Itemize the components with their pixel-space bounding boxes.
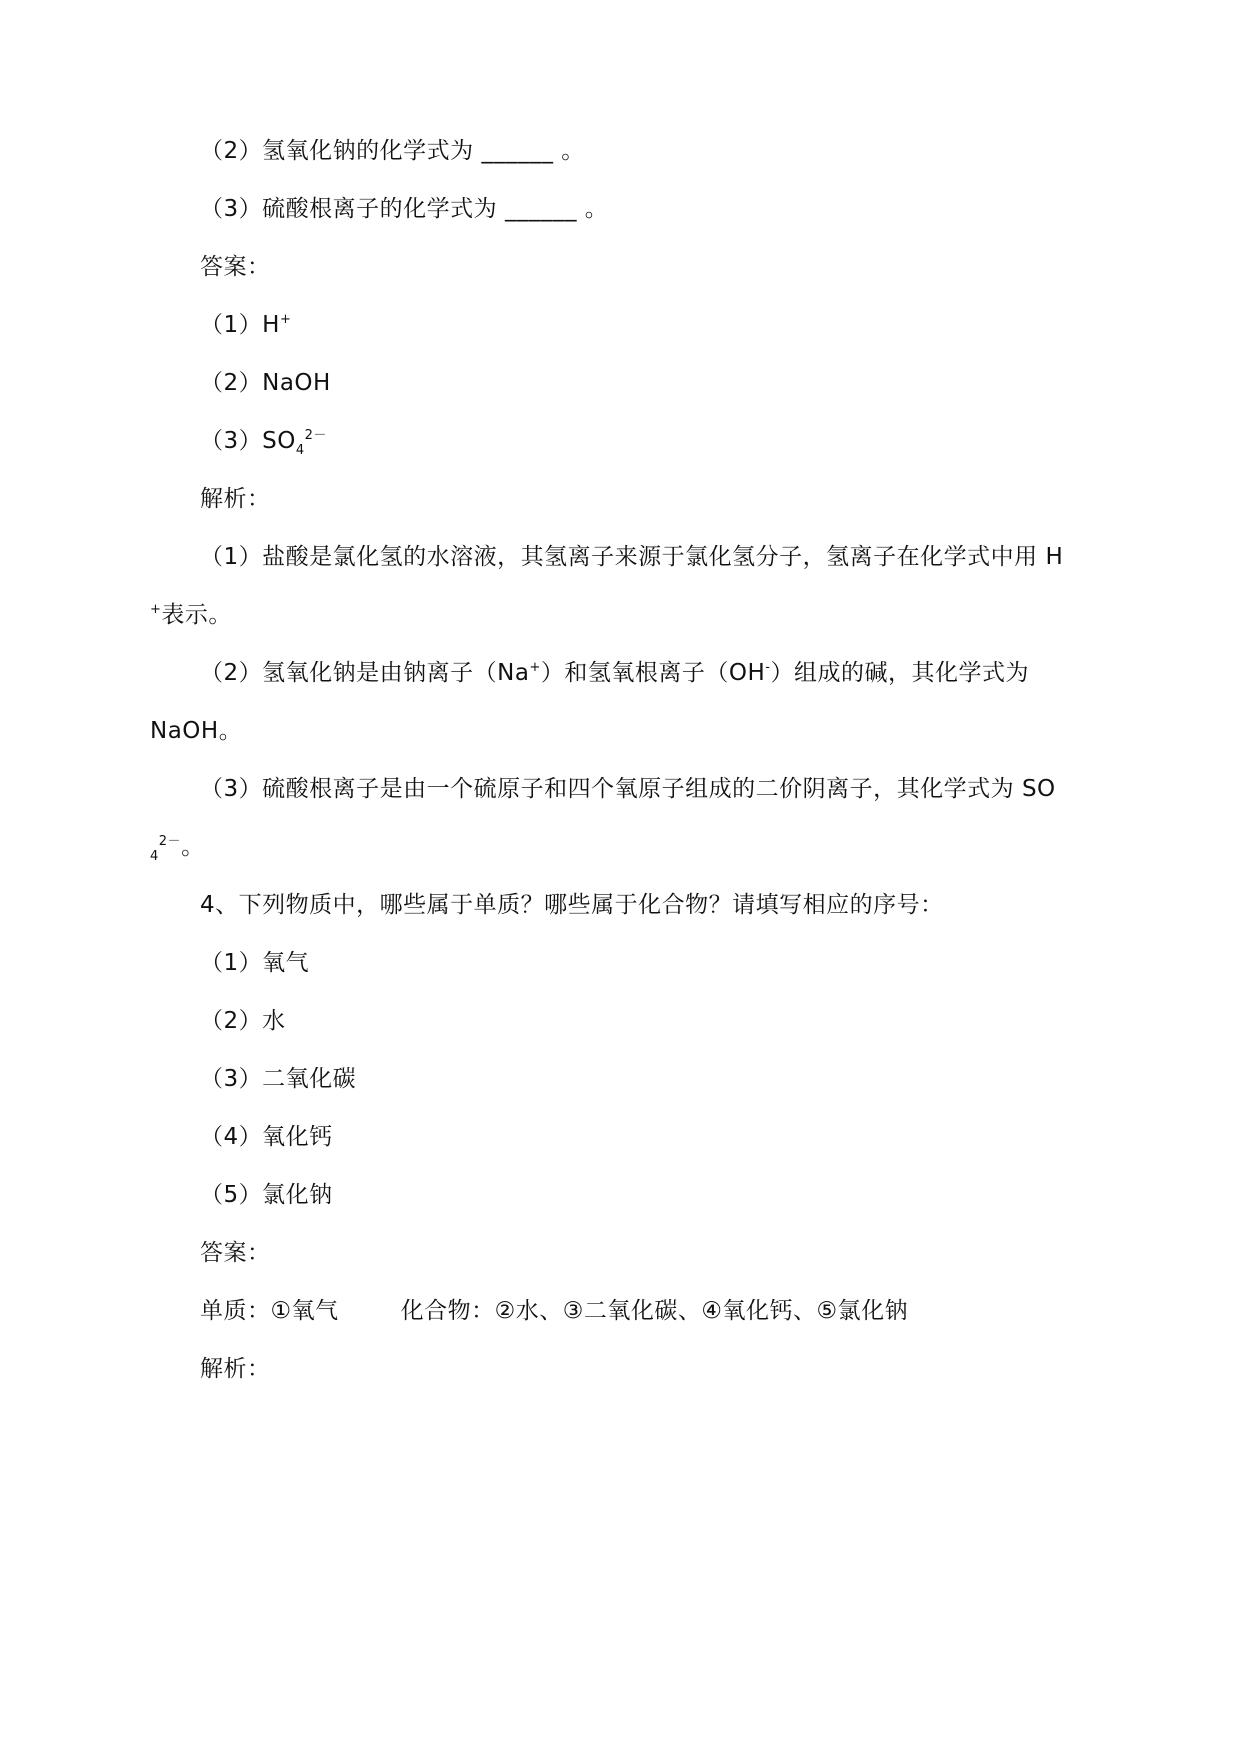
q3-analysis-p2-a: （2）氢氧化钠是由钠离子（Na: [200, 660, 530, 686]
q3-answer-1-formula: H: [262, 312, 280, 338]
q3-answer-3-charge: 2－: [304, 428, 327, 443]
q4-option-5: （5）氯化钠: [200, 1182, 333, 1208]
q3-analysis-p2-line1: [200, 658, 1029, 688]
q3-answer-1-num: （1）: [200, 312, 263, 338]
q3-answer-3: [200, 426, 327, 456]
q3-analysis-p2-c: ）组成的碱，其化学式为: [770, 660, 1029, 686]
q3-answer-2: （2）NaOH: [200, 370, 331, 396]
q3-answer-3-subscript: 4: [295, 443, 305, 458]
q3-item-3: [200, 194, 608, 224]
q3-analysis-p1-tail: 表示。: [161, 602, 232, 628]
q3-analysis-p3-line1: （3）硫酸根离子是由一个硫原子和四个氧原子组成的二价阴离子，其化学式为 SO: [200, 776, 1056, 802]
q3-answer-1-charge: +: [279, 312, 292, 327]
q4-answer-elements: 单质：①氧气: [200, 1298, 339, 1324]
q3-item-2-suffix: 。: [553, 138, 585, 164]
q3-item-2-blank: ______: [481, 138, 554, 164]
q4-answer-heading: 答案：: [200, 1240, 271, 1266]
q3-analysis-p1-line2: [150, 600, 232, 630]
q3-answer-3-formula: SO: [262, 428, 296, 454]
q3-answer-3-num: （3）: [200, 428, 263, 454]
q3-analysis-p2-line2: NaOH。: [150, 718, 243, 744]
q4-option-4: （4）氧化钙: [200, 1124, 333, 1150]
q3-analysis-p3-subscript: 4: [150, 849, 159, 864]
q3-analysis-p1-line1: （1）盐酸是氯化氢的水溶液，其氢离子来源于氯化氢分子，氢离子在化学式中用 H: [200, 544, 1064, 570]
q3-item-3-text: （3）硫酸根离子的化学式为: [200, 196, 505, 222]
q4-option-1: （1）氧气: [200, 950, 310, 976]
q3-analysis-heading: 解析：: [200, 486, 271, 512]
q3-analysis-p1-charge: +: [150, 602, 162, 617]
q3-analysis-p3-end: 。: [181, 834, 205, 860]
q3-analysis-p3-charge: 2－: [158, 834, 182, 849]
q3-item-2: [200, 136, 585, 166]
q3-analysis-p2-na-charge: +: [529, 660, 541, 675]
q4-option-2: （2）水: [200, 1008, 286, 1034]
q4-question: 4、下列物质中，哪些属于单质？哪些属于化合物？请填写相应的序号：: [200, 892, 944, 918]
q3-answer-1: [200, 310, 291, 340]
q4-analysis-heading: 解析：: [200, 1356, 271, 1382]
q4-option-3: （3）二氧化碳: [200, 1066, 357, 1092]
q3-analysis-p3-line2: [150, 832, 205, 862]
q4-answer-compounds: 化合物：②水、③二氧化碳、④氧化钙、⑤氯化钠: [400, 1298, 909, 1324]
q4-answer: [200, 1296, 908, 1326]
q3-answer-heading: 答案：: [200, 254, 271, 280]
q3-item-2-text: （2）氢氧化钠的化学式为: [200, 138, 482, 164]
q3-item-3-blank: ______: [504, 196, 577, 222]
q3-analysis-p2-oh-charge: -: [765, 660, 771, 675]
q3-analysis-p2-b: ）和氢氧根离子（OH: [540, 660, 766, 686]
q3-item-3-suffix: 。: [576, 196, 609, 222]
